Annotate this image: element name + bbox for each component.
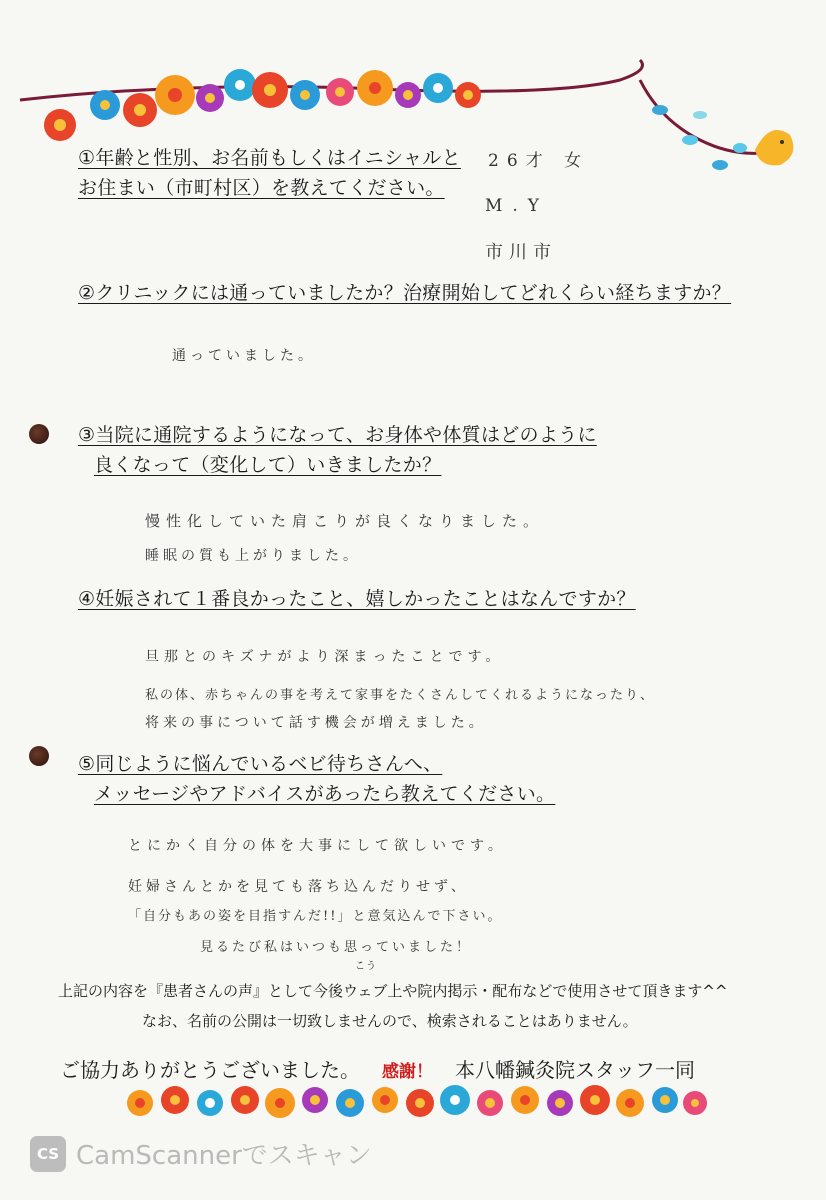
usage-notice: 上記の内容を『患者さんの声』として今後ウェブ上や院内掲示・配布などで使用させて頂きます^^ xyxy=(58,982,728,1000)
answer-4-line-3: 将来の事について話す機会が増えました。 xyxy=(145,715,487,731)
answer-5-line-2: 妊婦さんとかを見ても落ち込んだりせず、 xyxy=(128,879,469,895)
answer-4-line-1: 旦那とのキズナがより深まったことです。 xyxy=(145,649,505,665)
question-3-line-1: ③当院に通院するようになって、お身体や体質はどのように xyxy=(78,424,597,446)
privacy-notice: なお、名前の公開は一切致しませんので、検索されることはありません。 xyxy=(142,1012,638,1030)
answer-5-line-1: とにかく自分の体を大事にして欲しいです。 xyxy=(128,838,507,854)
answer-1-city: 市川市 xyxy=(485,242,557,263)
staff-signature: 本八幡鍼灸院スタッフ一同 xyxy=(455,1058,695,1082)
question-2-line-1: ②クリニックには通っていましたか？治療開始してどれくらい経ちますか？ xyxy=(78,282,732,304)
camscanner-watermark xyxy=(30,1135,372,1172)
bottom-flower-border-illustration xyxy=(120,1078,710,1128)
question-4 xyxy=(78,584,636,614)
question-3-line-2: 良くなって（変化して）いきましたか？ xyxy=(94,454,442,476)
question-3 xyxy=(78,420,597,480)
thanks-text: ご協力ありがとうございました。 xyxy=(60,1058,360,1082)
answer-3-line-1: 慢性化していた肩こりが良くなりました。 xyxy=(145,512,545,530)
question-2 xyxy=(78,278,731,308)
answer-4-line-2: 私の体、赤ちゃんの事を考えて家事をたくさんしてくれるようになったり、 xyxy=(145,688,656,703)
answer-2-line-1: 通っていました。 xyxy=(172,348,316,364)
answer-1-initials: M.Y xyxy=(485,196,550,216)
question-1-line-1: ①年齢と性別、お名前もしくはイニシャルと xyxy=(78,147,461,169)
question-1 xyxy=(78,143,461,203)
question-5-line-1: ⑤同じように悩んでいるベビ待ちさんへ、 xyxy=(78,753,443,775)
gratitude-text: 感謝！ xyxy=(382,1062,433,1082)
answer-5-small-note: こう xyxy=(355,961,377,972)
answer-5-line-4: 見るたび私はいつも思っていました！ xyxy=(200,940,473,955)
punch-hole xyxy=(29,424,49,444)
camscanner-logo: CS xyxy=(30,1136,66,1172)
question-1-line-2: お住まい（市町村区）を教えてください。 xyxy=(78,177,445,199)
answer-1-age-sex: 26才 女 xyxy=(488,151,590,171)
punch-hole xyxy=(29,746,49,766)
question-4-line-1: ④妊娠されて１番良かったこと、嬉しかったことはなんですか？ xyxy=(78,588,636,610)
answer-3-line-2: 睡眠の質も上がりました。 xyxy=(145,548,361,564)
question-5-line-2: メッセージやアドバイスがあったら教えてください。 xyxy=(94,783,556,805)
camscanner-text: CamScannerでスキャン xyxy=(76,1141,372,1171)
answer-5-line-3: 「自分もあの姿を目指すんだ!!」と意気込んで下さい。 xyxy=(128,909,503,924)
question-5 xyxy=(78,749,555,809)
